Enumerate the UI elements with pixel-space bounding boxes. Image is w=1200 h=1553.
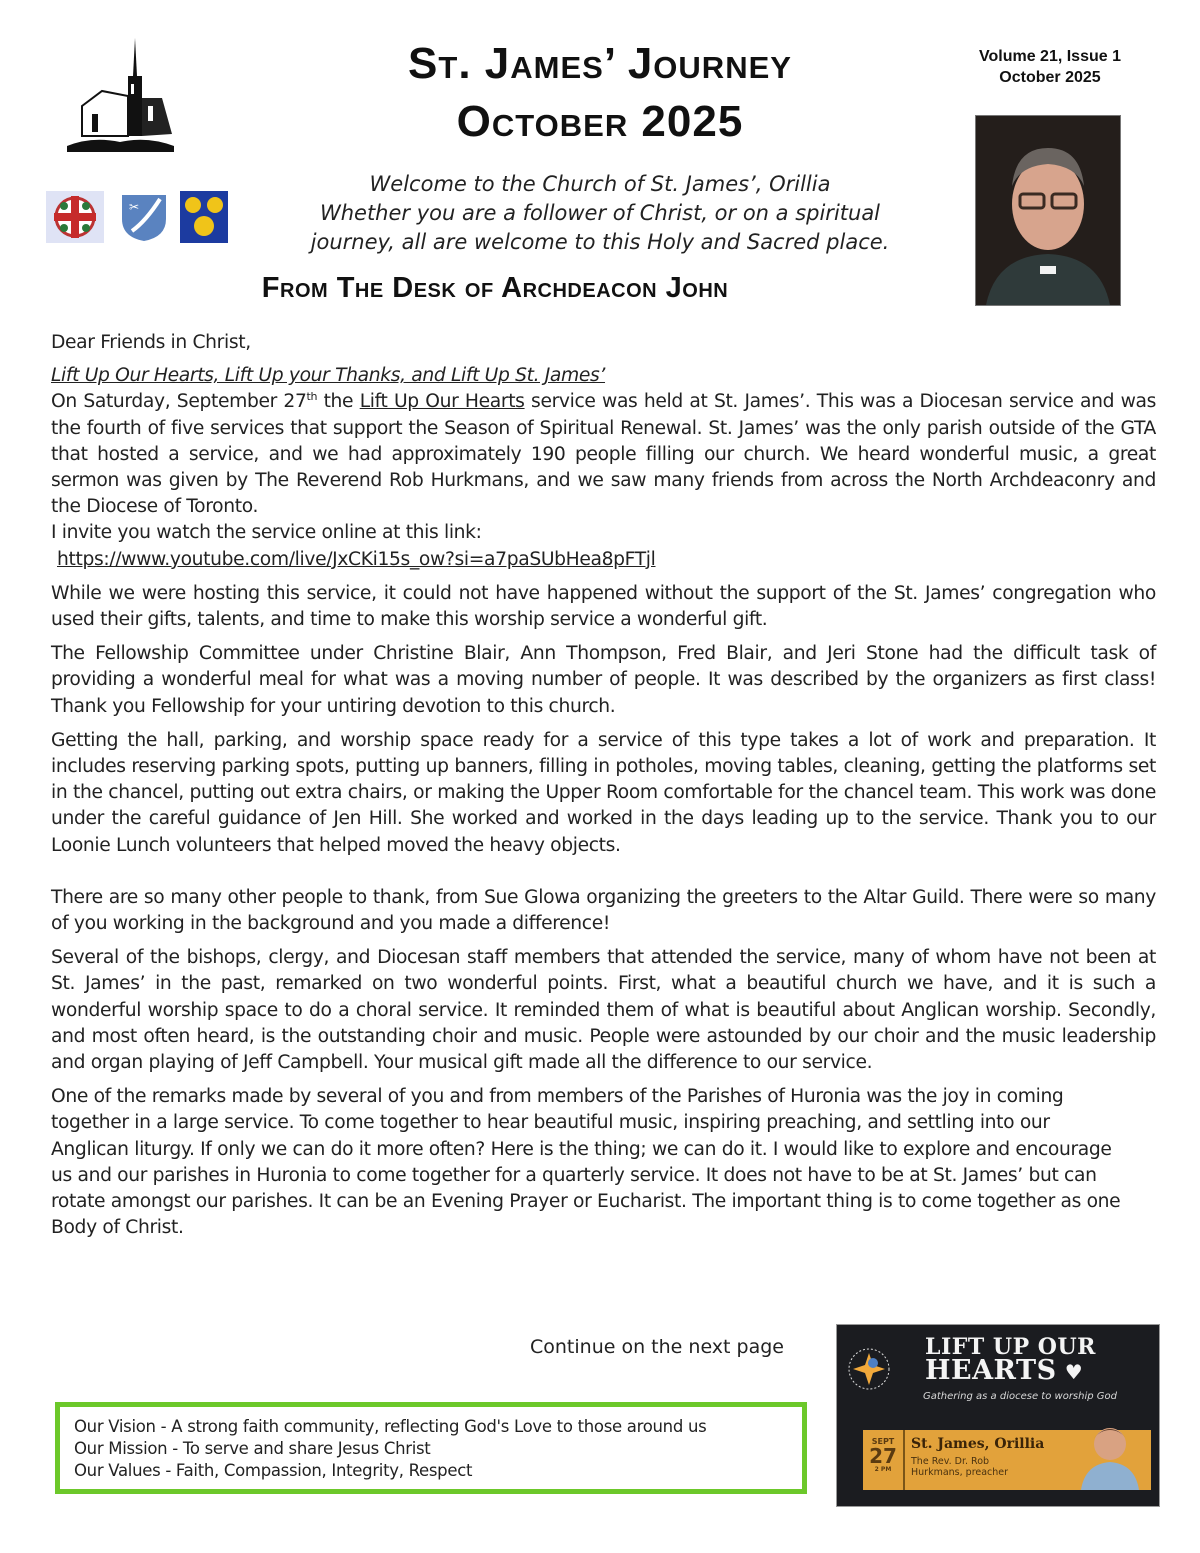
paragraph-1: On Saturday, September 27th the Lift Up Our Hearts service was held at St. James’. This was a Diocesan service and was the fourth of five services that support the Season of Spiritual Renewal. St. James’ was the only parish outside of the GTA that hosted a service, and we had approximately 190 people filling our church. We heard wonderful music, a great sermon was given by The Reverend Rob Hurkmans, and we saw many friends from across the North Archdeaconry and the Diocese of Toronto. — [51, 390, 1156, 518]
paragraph-7: One of the remarks made by several of you and from members of the Parishes of Huronia was the joy in coming together in a large service. To come together to hear beautiful music, inspiring preaching, and settling into our Anglican liturgy. If only we can do it more often? Here is the thing; we can do it. I would like to explore and encourage us and our parishes in Huronia to come together for a quarterly service. It does not have to be at St. James’ but can rotate amongst our parishes. It can be an Evening Prayer or Eucharist. The important thing is to come together as one Body of Christ. — [51, 1086, 1121, 1239]
invite-text: I invite you watch the service online at this link: — [51, 522, 482, 544]
section-title: From The Desk of Archdeacon John — [261, 272, 729, 304]
paragraph-3: The Fellowship Committee under Christine Blair, Ann Thompson, Fred Blair, and Jeri Stone had the difficult task of providing a wonderful meal for what was a moving number of people. It was described by the organizers as first class! Thank you Fellowship for your untiring devotion to this church. — [51, 643, 1156, 717]
issue-date: October 2025 — [999, 69, 1101, 86]
lift-up-our-hearts-link[interactable]: Lift Up Our Hearts — [359, 391, 525, 413]
youtube-link[interactable]: https://www.youtube.com/live/JxCKi15s_ow?si=a7paSUbHea8pFTjl — [57, 548, 656, 570]
promo-preacher: The Rev. Dr. Rob Hurkmans, preacher — [911, 1456, 1009, 1478]
welcome-message — [270, 170, 930, 257]
continue-note: Continue on the next page — [530, 1336, 784, 1358]
heart-icon: ♥ — [1064, 1360, 1084, 1384]
volume-issue: Volume 21, Issue 1 — [979, 48, 1121, 65]
scallop-shells-crest-icon — [180, 191, 228, 243]
vision-text: Our Vision - A strong faith community, reflecting God's Love to those around us — [74, 1417, 707, 1436]
welcome-line-3: journey, all are welcome to this Holy and Sacred place. — [310, 230, 890, 254]
vision-mission-values-box — [55, 1402, 807, 1494]
church-logo — [62, 36, 177, 166]
svg-text:✂: ✂ — [129, 200, 140, 214]
welcome-line-1: Welcome to the Church of St. James’, Orillia — [369, 172, 831, 196]
paragraph-4: Getting the hall, parking, and worship space ready for a service of this type takes a lot of work and preparation. It includes reserving parking spots, putting up banners, filling in potholes, moving tables, cleaning, getting the platforms set in the chancel, putting out extra chairs, or making the Upper Room comfortable for the chancel team. This work was done under the careful guidance of Jen Hill. She worked and worked in the days leading up to the service. Thank you to our Loonie Lunch volunteers that helped moved the heavy objects. — [51, 729, 1156, 856]
paragraph-2: While we were hosting this service, it could not have happened without the support of the St. James’ congregation who used their gifts, talents, and time to make this worship service a wonderful gift. — [51, 582, 1156, 631]
welcome-line-2: Whether you are a follower of Christ, or on a spiritual — [319, 201, 881, 225]
promo-subtitle: Gathering as a diocese to worship God — [923, 1391, 1117, 1402]
archdeacon-photo — [975, 115, 1121, 306]
letter-body — [51, 330, 1156, 1242]
salutation: Dear Friends in Christ, — [51, 332, 251, 353]
promo-title: LIFT UP OUR HEARTS ♥ — [925, 1334, 1096, 1386]
newsletter-month: October 2025 — [456, 97, 744, 146]
paragraph-6: Several of the bishops, clergy, and Diocesan staff members that attended the service, many of whom have not been at St. James’ in the past, remarked on two wonderful points. First, what a beautiful church we have, and it is such a wonderful worship space to do a choral service. It reminded them of what is beautiful about Anglican worship. Secondly, and most often heard, is the outstanding choir and music. People were astounded by our choir and the music leadership and organ playing of Jeff Campbell. Your musical gift made all the difference to our service. — [51, 947, 1156, 1074]
promo-place: St. James, Orillia — [911, 1436, 1045, 1452]
spiritual-renewal-star-icon — [847, 1347, 891, 1391]
diocese-shield-icon — [120, 191, 168, 243]
promo-date: SEPT 27 2 PM — [863, 1430, 905, 1490]
promo-event-band — [863, 1430, 1151, 1490]
preacher-photo — [1075, 1416, 1145, 1490]
issue-info — [940, 46, 1160, 88]
values-text: Our Values - Faith, Compassion, Integrity, Respect — [74, 1461, 473, 1480]
anglican-crest-icon — [46, 191, 104, 243]
church-drawing-icon — [62, 36, 177, 166]
paragraph-5: There are so many other people to thank, from Sue Glowa organizing the greeters to the Altar Guild. There were so many of you working in the background and you made a difference! — [51, 886, 1156, 935]
letter-subtitle: Lift Up Our Hearts, Lift Up your Thanks, and Lift Up St. James’ — [51, 365, 606, 387]
lift-up-our-hearts-promo — [836, 1324, 1160, 1507]
newsletter-title: St. James’ Journey — [408, 39, 792, 88]
mission-text: Our Mission - To serve and share Jesus Christ — [74, 1439, 431, 1458]
